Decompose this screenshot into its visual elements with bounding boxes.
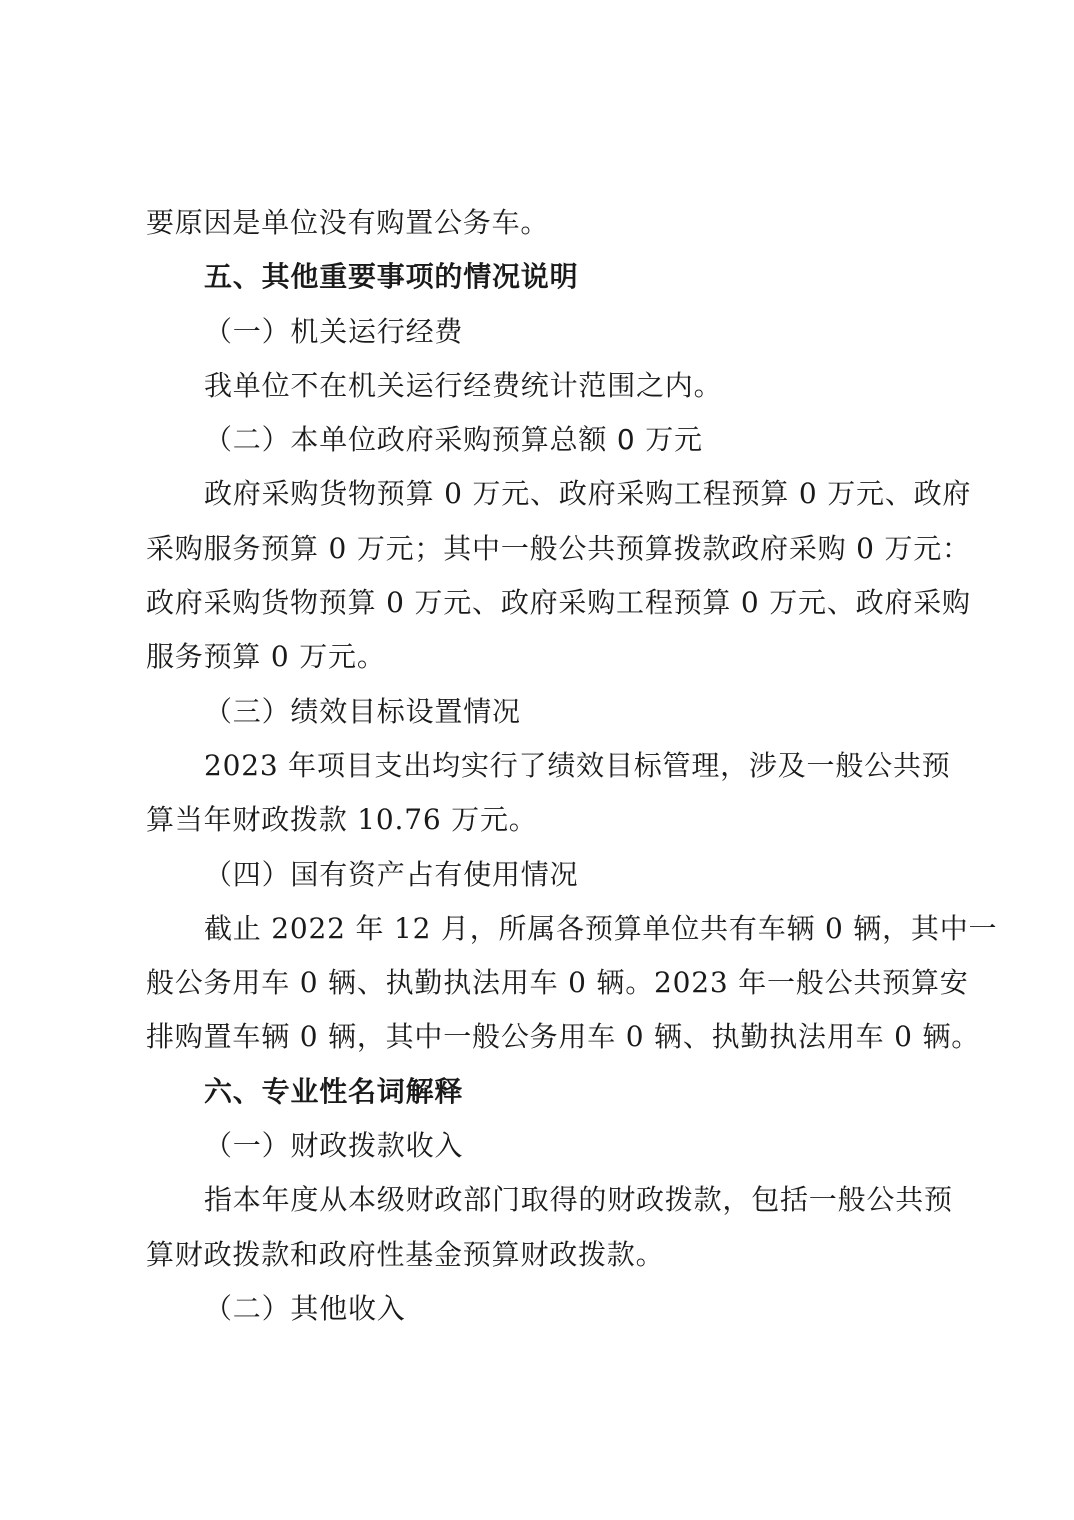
paragraph-line: 要原因是单位没有购置公务车。 xyxy=(146,206,550,239)
paragraph-line: 般公务用车 0 辆、执勤执法用车 0 辆。2023 年一般公共预算安 xyxy=(146,966,969,1000)
section-heading-five: 五、其他重要事项的情况说明 xyxy=(204,260,579,294)
paragraph-line: 服务预算 0 万元。 xyxy=(146,640,386,674)
section-heading-six: 六、专业性名词解释 xyxy=(204,1074,464,1108)
paragraph-line: 政府采购货物预算 0 万元、政府采购工程预算 0 万元、政府采购 xyxy=(146,586,971,620)
subsection-heading: （三）绩效目标设置情况 xyxy=(204,694,521,728)
subsection-heading: （一）财政拨款收入 xyxy=(204,1129,464,1163)
paragraph-line: 2023 年项目支出均实行了绩效目标管理，涉及一般公共预 xyxy=(204,748,951,782)
paragraph-line: 算当年财政拨款 10.76 万元。 xyxy=(146,803,538,837)
paragraph-line: 政府采购货物预算 0 万元、政府采购工程预算 0 万元、政府 xyxy=(204,477,972,511)
subsection-heading: （四）国有资产占有使用情况 xyxy=(204,857,579,891)
paragraph-line: 采购服务预算 0 万元；其中一般公共预算拨款政府采购 0 万元： xyxy=(146,531,971,565)
subsection-heading: （二）其他收入 xyxy=(204,1291,406,1325)
document-body xyxy=(146,196,998,1336)
paragraph-line: 排购置车辆 0 辆，其中一般公务用车 0 辆、执勤执法用车 0 辆。 xyxy=(146,1020,981,1054)
subsection-heading: （一）机关运行经费 xyxy=(204,314,464,348)
paragraph-line: 截止 2022 年 12 月，所属各预算单位共有车辆 0 辆，其中一 xyxy=(204,911,998,945)
subsection-heading: （二）本单位政府采购预算总额 0 万元 xyxy=(204,423,703,457)
paragraph-line: 指本年度从本级财政部门取得的财政拨款，包括一般公共预 xyxy=(204,1183,953,1217)
paragraph-line: 我单位不在机关运行经费统计范围之内。 xyxy=(204,368,723,402)
paragraph-line: 算财政拨款和政府性基金预算财政拨款。 xyxy=(146,1237,665,1271)
